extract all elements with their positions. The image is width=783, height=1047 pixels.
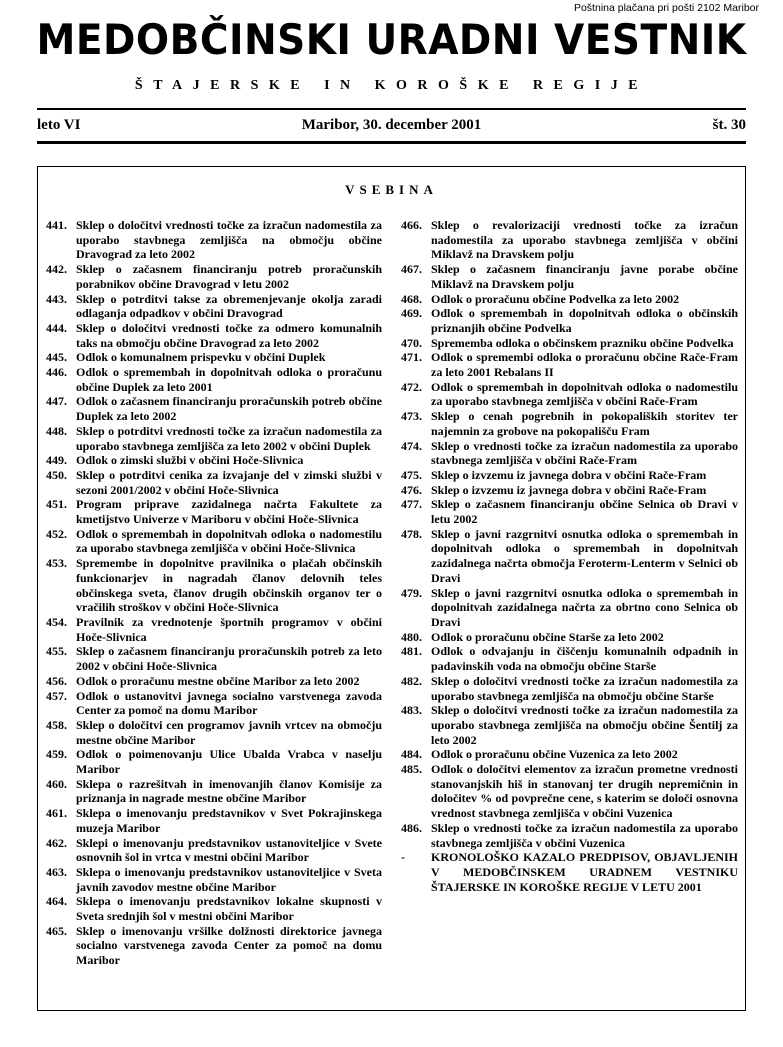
entry-number: 444. bbox=[46, 320, 67, 335]
entry-number: 476. bbox=[401, 482, 422, 497]
contents-entry bbox=[401, 439, 738, 468]
entry-title: Odlok o začasnem financiranju proračunskih potreb občine Duplek za leto 2002 bbox=[76, 394, 382, 424]
entry-title: Sklep o revalorizaciji vrednosti točke za izračun nadomestila za uporabo stavbnega zemljišča v občini Miklavž na Dravskem polju bbox=[431, 218, 738, 262]
entry-title: Sklep o imenovanju vršilke dolžnosti direktorice javnega socialno varstvenega zavoda Center za pomoč na domu Maribor bbox=[76, 923, 382, 968]
entry-number: 486. bbox=[401, 820, 422, 835]
entry-title: Pravilnik za vrednotenje športnih programov v občini Hoče-Slivnica bbox=[76, 614, 382, 644]
entry-title: Sklep o cenah pogrebnih in pokopaliških storitev ter najemnin za grobove na pokopališču Fram bbox=[431, 409, 738, 438]
contents-entry bbox=[46, 321, 382, 350]
contents-entry bbox=[46, 424, 382, 453]
masthead-title: MEDOBČINSKI URADNI VESTNIK bbox=[36, 15, 747, 64]
contents-entry bbox=[401, 630, 738, 645]
entry-number: 484. bbox=[401, 747, 422, 762]
entry-number: 450. bbox=[46, 467, 67, 482]
entry-title: Sklepa o razrešitvah in imenovanjih članov Komisije za priznanja in nagrade mestne občine Maribor bbox=[76, 776, 382, 806]
entry-number: 483. bbox=[401, 703, 422, 718]
contents-entry bbox=[46, 674, 382, 689]
entry-number: 474. bbox=[401, 438, 422, 453]
entry-number: 473. bbox=[401, 409, 422, 424]
contents-entry bbox=[46, 644, 382, 673]
entry-number: 480. bbox=[401, 629, 422, 644]
contents-right-column bbox=[401, 218, 738, 894]
entry-title: Sklep o potrditvi takse za obremenjevanje okolja zaradi odlaganja odpadkov v občini Dravograd bbox=[76, 291, 382, 321]
contents-entry bbox=[46, 718, 382, 747]
contents-entry bbox=[46, 777, 382, 806]
entry-number: 446. bbox=[46, 365, 67, 380]
contents-entry bbox=[46, 394, 382, 423]
entry-title: Sklep o določitvi vrednosti točke za izračun nadomestila za uporabo stavbnega zemljišča na območju občine Dravograd za leto 2002 bbox=[76, 218, 382, 262]
entry-title: Sklep o določitvi cen programov javnih vrtcev na območju mestne občine Maribor bbox=[76, 717, 382, 747]
contents-entry bbox=[46, 262, 382, 291]
entry-number: 470. bbox=[401, 335, 422, 350]
entry-title: Sklep o vrednosti točke za izračun nadomestila za uporabo stavbnega zemljišča v občini Vuzenica bbox=[431, 820, 738, 850]
entry-number: 466. bbox=[401, 218, 422, 232]
entry-number: 455. bbox=[46, 644, 67, 659]
masthead-subtitle: ŠTAJERSKE IN KOROŠKE REGIJE bbox=[134, 78, 649, 93]
contents-entry bbox=[46, 806, 382, 835]
entry-number: 443. bbox=[46, 291, 67, 306]
contents-entry bbox=[46, 924, 382, 968]
contents-entry bbox=[46, 218, 382, 262]
contents-entry bbox=[46, 836, 382, 865]
contents-entry bbox=[401, 306, 738, 335]
entry-title: Sklep o izvzemu iz javnega dobra v občini Rače-Fram bbox=[431, 467, 707, 482]
contents-entry bbox=[46, 365, 382, 394]
contents-entry bbox=[401, 644, 738, 673]
entry-title: Sklep o izvzemu iz javnega dobra v občini Rače-Fram bbox=[431, 482, 707, 497]
contents-entry bbox=[46, 747, 382, 776]
contents-entry bbox=[46, 689, 382, 718]
contents-entry bbox=[46, 292, 382, 321]
entry-title: Sklep o začasnem financiranju potreb proračunskih porabnikov občine Dravograd v letu 2002 bbox=[76, 262, 382, 291]
contents-entry bbox=[401, 497, 738, 526]
issue-number: št. 30 bbox=[712, 117, 746, 133]
entry-number: 472. bbox=[401, 379, 422, 394]
contents-entry bbox=[401, 674, 738, 703]
entry-number: 477. bbox=[401, 497, 422, 512]
entry-number: - bbox=[401, 850, 405, 865]
entry-number: 465. bbox=[46, 923, 67, 938]
contents-entry bbox=[401, 336, 738, 351]
entry-number: 469. bbox=[401, 306, 422, 321]
contents-entry bbox=[401, 483, 738, 498]
top-rule bbox=[37, 108, 746, 110]
entry-number: 478. bbox=[401, 526, 422, 541]
entry-number: 482. bbox=[401, 673, 422, 688]
contents-entry bbox=[401, 468, 738, 483]
entry-number: 453. bbox=[46, 556, 67, 571]
contents-entry bbox=[401, 350, 738, 379]
entry-number: 442. bbox=[46, 262, 67, 277]
contents-entry bbox=[401, 409, 738, 438]
contents-entry bbox=[401, 762, 738, 821]
entry-title: Sklep o določitvi vrednosti točke za odmero komunalnih taks na območju občine Dravograd za leto 2002 bbox=[76, 320, 382, 350]
contents-left-column bbox=[46, 218, 382, 968]
entry-title: Sklep o javni razgrnitvi osnutka odloka o spremembah in dopolnitvah odloka o spremembah in dopolnitvah zazidalnega načrta območja Feroterm-Lenterm v Selnici ob Dravi bbox=[431, 526, 738, 585]
entry-number: 481. bbox=[401, 644, 422, 659]
entry-title: Odlok o proračunu mestne občine Maribor za leto 2002 bbox=[76, 673, 360, 688]
contents-entry bbox=[401, 527, 738, 586]
contents-entry bbox=[401, 380, 738, 409]
entry-number: 448. bbox=[46, 423, 67, 438]
contents-entry bbox=[401, 821, 738, 850]
contents-entry bbox=[46, 894, 382, 923]
contents-entry bbox=[46, 453, 382, 468]
entry-title: Sklep o določitvi vrednosti točke za izračun nadomestila za uporabo stavbnega zemljišča na območju občine Starše bbox=[431, 673, 738, 703]
entry-title: Sklep o javni razgrnitvi osnutka odloka o spremembah in dopolnitvah zazidalnega načrta za obrtno cono Selnica ob Dravi bbox=[431, 585, 738, 629]
entry-number: 451. bbox=[46, 497, 67, 512]
contents-entry bbox=[46, 527, 382, 556]
issue-place-date: Maribor, 30. december 2001 bbox=[301, 117, 482, 133]
entry-title: Sklepi o imenovanju predstavnikov ustanoviteljice v Svete osnovnih šol in vrtca v mestni občini Maribor bbox=[76, 835, 382, 865]
contents-entry bbox=[46, 497, 382, 526]
entry-number: 460. bbox=[46, 776, 67, 791]
postal-note: Poštnina plačana pri pošti 2102 Maribor bbox=[573, 2, 759, 14]
entry-title: Sklep o potrditvi vrednosti točke za izračun nadomestila za uporabo stavbnega zemljišča za leto 2002 v občini Duplek bbox=[76, 423, 382, 453]
entry-title: Odlok o proračunu občine Podvelka za leto 2002 bbox=[431, 291, 680, 306]
entry-title: Odlok o spremembi odloka o proračunu občine Rače-Fram za leto 2001 Rebalans II bbox=[431, 350, 738, 380]
entry-title: Sklep o vrednosti točke za izračun nadomestila za uporabo stavbnega zemljišča v občini Rače-Fram bbox=[431, 438, 738, 468]
entry-number: 475. bbox=[401, 467, 422, 482]
entry-title: Odlok o določitvi elementov za izračun prometne vrednosti stanovanjskih hiš in stanovanj ter drugih nepremičnin in določitev % od povprečne cene, s katerim se določi osnovna vrednost stavbnega zemljišča v občini Vuzenica bbox=[431, 762, 738, 821]
entry-number: 454. bbox=[46, 614, 67, 629]
contents-heading: VSEBINA bbox=[345, 182, 438, 197]
entry-title: Odlok o ustanovitvi javnega socialno varstvenega zavoda Center za pomoč na domu Maribor bbox=[76, 688, 382, 718]
entry-number: 445. bbox=[46, 350, 67, 365]
entry-number: 447. bbox=[46, 394, 67, 409]
entry-title: Odlok o spremembah in dopolnitvah odloka o proračunu občine Duplek za leto 2001 bbox=[76, 365, 382, 394]
entry-title: Sklep o določitvi vrednosti točke za izračun nadomestila za uporabo stavbnega zemljišča na območju občine Šentilj za leto 2002 bbox=[431, 703, 738, 747]
issue-year: leto VI bbox=[37, 117, 81, 133]
entry-number: 458. bbox=[46, 717, 67, 732]
entry-number: 449. bbox=[46, 453, 67, 468]
entry-title: Sklepa o imenovanju predstavnikov v Svet Pokrajinskega muzeja Maribor bbox=[76, 806, 382, 835]
contents-entry bbox=[46, 865, 382, 894]
entry-number: 485. bbox=[401, 762, 422, 777]
contents-entry bbox=[46, 556, 382, 615]
contents-entry bbox=[401, 262, 738, 291]
entry-title: Odlok o zimski službi v občini Hoče-Slivnica bbox=[76, 453, 304, 468]
entry-number: 462. bbox=[46, 835, 67, 850]
entry-number: 461. bbox=[46, 806, 67, 821]
contents-entry bbox=[401, 586, 738, 630]
contents-entry bbox=[401, 747, 738, 762]
entry-title: KRONOLOŠKO KAZALO PREDPISOV, OBJAVLJENIH V MEDOBČINSKEM URADNEM VESTNIKU ŠTAJERSKE IN KOROŠKE REGIJE V LETU 2001 bbox=[431, 850, 738, 894]
entry-title: Sklep o začasnem financiranju proračunskih potreb za leto 2002 v občini Hoče-Slivnica bbox=[76, 644, 382, 674]
entry-number: 479. bbox=[401, 585, 422, 600]
entry-number: 441. bbox=[46, 218, 67, 232]
entry-number: 457. bbox=[46, 688, 67, 703]
contents-entry bbox=[46, 350, 382, 365]
entry-title: Spremembe in dopolnitve pravilnika o plačah občinskih funkcionarjev in nagradah članov delovnih teles občinskega sveta, članov drugih občinskih organov ter o vračilih stroškov v občini Hoče-Slivnica bbox=[76, 556, 382, 615]
entry-title: Sklepa o imenovanju predstavnikov lokalne skupnosti v Sveta srednjih šol v mestni občini Maribor bbox=[76, 894, 382, 924]
entry-title: Odlok o spremembah in dopolnitvah odloka o nadomestilu za uporabo stavbnega zemljišča v občini Hoče-Slivnica bbox=[76, 526, 382, 556]
entry-number: 464. bbox=[46, 894, 67, 909]
entry-title: Odlok o spremembah in dopolnitvah odloka o nadomestilu za uporabo stavbnega zemljišča v občini Rače-Fram bbox=[431, 379, 738, 409]
entry-number: 459. bbox=[46, 747, 67, 762]
entry-title: Sklepa o imenovanju predstavnikov ustanoviteljice v Sveta javnih zavodov mestne občine Maribor bbox=[76, 864, 382, 894]
contents-entry bbox=[46, 615, 382, 644]
entry-number: 471. bbox=[401, 350, 422, 365]
entry-title: Sprememba odloka o občinskem prazniku občine Podvelka bbox=[431, 335, 734, 350]
entry-title: Odlok o komunalnem prispevku v občini Duplek bbox=[76, 350, 326, 365]
entry-number: 467. bbox=[401, 262, 422, 277]
contents-entry bbox=[401, 703, 738, 747]
entry-title: Program priprave zazidalnega načrta Fakultete za kmetijstvo Univerze v Mariboru v občini Hoče-Slivnica bbox=[76, 497, 382, 527]
entry-number: 468. bbox=[401, 291, 422, 306]
entry-title: Sklep o začasnem financiranju občine Selnica ob Dravi v letu 2002 bbox=[431, 497, 738, 527]
entry-title: Odlok o poimenovanju Ulice Ubalda Vrabca v naselju Maribor bbox=[76, 747, 382, 777]
entry-title: Odlok o proračunu občine Starše za leto 2002 bbox=[431, 629, 664, 644]
contents-entry bbox=[401, 218, 738, 262]
contents-entry bbox=[401, 292, 738, 307]
entry-number: 463. bbox=[46, 864, 67, 879]
entry-title: Sklep o potrditvi cenika za izvajanje del v zimski službi v sezoni 2001/2002 v občini Hoče-Slivnica bbox=[76, 467, 382, 497]
entry-title: Odlok o odvajanju in čiščenju komunalnih odpadnih in padavinskih voda na območju občine Starše bbox=[431, 644, 738, 674]
contents-entry bbox=[46, 468, 382, 497]
bottom-rule bbox=[37, 141, 746, 144]
entry-title: Odlok o proračunu občine Vuzenica za leto 2002 bbox=[431, 747, 678, 762]
contents-entry bbox=[401, 850, 738, 894]
entry-number: 456. bbox=[46, 673, 67, 688]
entry-title: Sklep o začasnem financiranju javne porabe občine Miklavž na Dravskem polju bbox=[431, 262, 738, 291]
entry-number: 452. bbox=[46, 526, 67, 541]
entry-title: Odlok o spremembah in dopolnitvah odloka o občinskih priznanjih občine Podvelka bbox=[431, 306, 738, 335]
